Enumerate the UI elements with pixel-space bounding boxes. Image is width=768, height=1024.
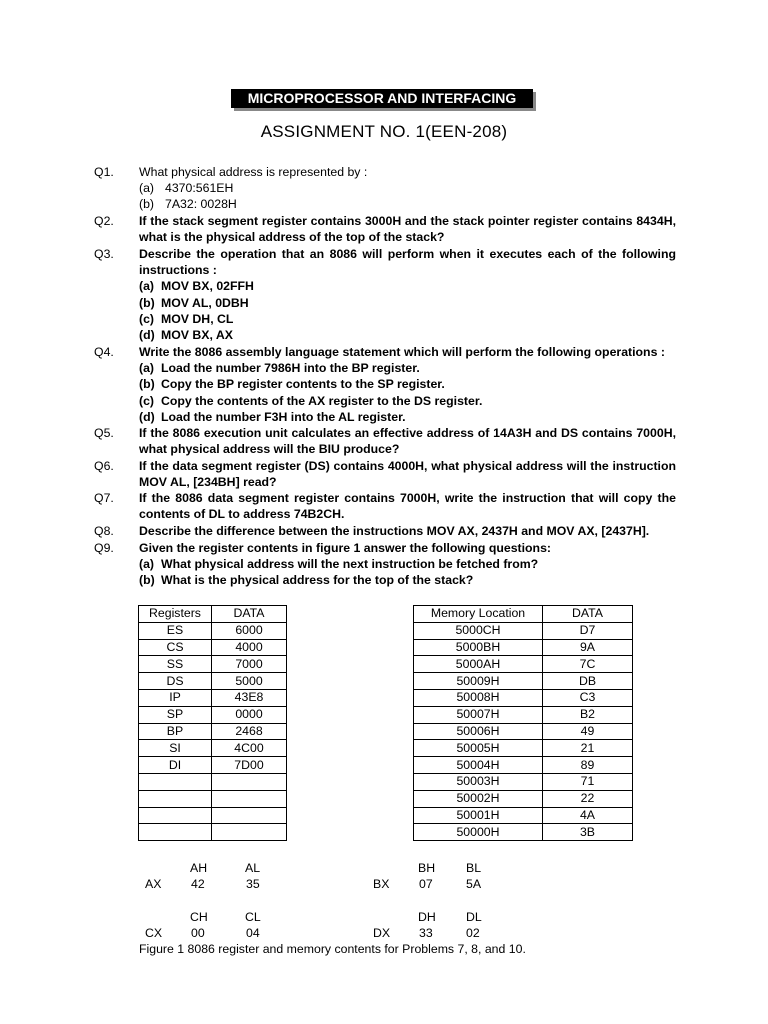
- sub-item: (c) MOV DH, CL: [139, 311, 234, 326]
- table-row: [139, 656, 287, 673]
- register-value: 4C00: [212, 740, 287, 757]
- cl-value: 04: [246, 926, 260, 940]
- table-row: [139, 639, 287, 656]
- sub-item: (c) Copy the contents of the AX register to the DS register.: [139, 393, 483, 408]
- question-q6: [94, 458, 676, 490]
- table-row: [139, 706, 287, 723]
- memory-location: 50002H: [414, 790, 543, 807]
- bl-label: BL: [466, 861, 482, 875]
- sub-item: (b) Copy the BP register contents to the SP register.: [139, 377, 445, 392]
- memory-value: 7C: [543, 656, 633, 673]
- question-number: Q6.: [94, 459, 114, 473]
- ah-value: 42: [191, 877, 205, 891]
- table-row: [139, 757, 287, 774]
- memory-value: 49: [543, 723, 633, 740]
- register-value: 0000: [212, 706, 287, 723]
- table-row: [414, 706, 633, 723]
- sub-item: (d) MOV BX, AX: [139, 328, 233, 343]
- question-q5: [94, 425, 676, 457]
- table-row: [414, 639, 633, 656]
- memory-location: 5000AH: [414, 656, 543, 673]
- table-row: [414, 807, 633, 824]
- memory-value: C3: [543, 689, 633, 706]
- question-number: Q9.: [94, 541, 114, 555]
- table-row: [139, 689, 287, 706]
- memory-location: 50006H: [414, 723, 543, 740]
- question-number: Q4.: [94, 345, 114, 359]
- question-number: Q3.: [94, 247, 114, 261]
- memory-location: 50003H: [414, 773, 543, 790]
- question-number: Q1.: [94, 165, 114, 179]
- memory-value: DB: [543, 673, 633, 690]
- memory-location: 50005H: [414, 740, 543, 757]
- bx-label: BX: [373, 877, 390, 891]
- memory-value: 9A: [543, 639, 633, 656]
- dx-label: DX: [373, 926, 391, 940]
- empty-cell: [139, 807, 212, 824]
- memory-value: 3B: [543, 824, 633, 841]
- table-row: [414, 757, 633, 774]
- bl-value: 5A: [466, 877, 482, 891]
- table-row: [414, 689, 633, 706]
- memory-location: 50009H: [414, 673, 543, 690]
- register-value: 2468: [212, 723, 287, 740]
- register-value: 4000: [212, 639, 287, 656]
- column-header: DATA: [543, 606, 633, 623]
- question-q7: [94, 490, 676, 522]
- ax-label: AX: [145, 877, 162, 891]
- question-number: Q2.: [94, 214, 114, 228]
- register-value: 5000: [212, 673, 287, 690]
- table-row: [139, 790, 287, 807]
- memory-value: D7: [543, 622, 633, 639]
- memory-location: 50008H: [414, 689, 543, 706]
- question-text: Given the register contents in figure 1 answer the following questions:: [139, 541, 552, 555]
- table-row: [139, 673, 287, 690]
- empty-cell: [139, 790, 212, 807]
- question-number: Q5.: [94, 426, 114, 440]
- register-value: 7D00: [212, 757, 287, 774]
- register-table: [138, 605, 287, 841]
- register-name: DS: [139, 673, 212, 690]
- empty-cell: [212, 773, 287, 790]
- ah-label: AH: [190, 861, 208, 875]
- register-name: DI: [139, 757, 212, 774]
- question-text: What physical address is represented by :: [139, 165, 368, 179]
- ch-label: CH: [190, 910, 208, 924]
- dh-value: 33: [419, 926, 433, 940]
- al-value: 35: [246, 877, 260, 891]
- empty-cell: [212, 807, 287, 824]
- dh-label: DH: [418, 910, 436, 924]
- al-label: AL: [245, 861, 261, 875]
- table-row: [139, 723, 287, 740]
- memory-value: 71: [543, 773, 633, 790]
- memory-location: 50001H: [414, 807, 543, 824]
- sub-item: (b) 7A32: 0028H: [139, 197, 237, 212]
- course-banner: MICROPROCESSOR AND INTERFACING: [231, 89, 533, 108]
- question-text: Describe the difference between the instructions MOV AX, 2437H and MOV AX, [2437H].: [139, 524, 650, 538]
- dl-value: 02: [466, 926, 480, 940]
- table-row: [139, 824, 287, 841]
- empty-cell: [212, 790, 287, 807]
- column-header: DATA: [212, 606, 287, 623]
- table-row: [414, 773, 633, 790]
- column-header: Memory Location: [414, 606, 543, 623]
- memory-table: [413, 605, 633, 841]
- question-text: If the stack segment register contains 3000H and the stack pointer register contains 8434H, what is the physical address of the top of the stack?: [139, 214, 676, 245]
- memory-value: B2: [543, 706, 633, 723]
- register-name: IP: [139, 689, 212, 706]
- question-q8: [94, 523, 676, 539]
- memory-value: 89: [543, 757, 633, 774]
- memory-location: 50007H: [414, 706, 543, 723]
- sub-item: (a) Load the number 7986H into the BP register.: [139, 361, 420, 376]
- question-text: If the 8086 data segment register contains 7000H, write the instruction that will copy the contents of DL to address 74B2CH.: [139, 491, 676, 522]
- memory-location: 5000CH: [414, 622, 543, 639]
- register-name: ES: [139, 622, 212, 639]
- question-q9: [94, 540, 676, 589]
- table-row: [414, 824, 633, 841]
- memory-value: 21: [543, 740, 633, 757]
- register-name: SP: [139, 706, 212, 723]
- dl-label: DL: [466, 910, 482, 924]
- bh-label: BH: [418, 861, 436, 875]
- register-name: SI: [139, 740, 212, 757]
- question-text: Describe the operation that an 8086 will perform when it executes each of the following instructions :: [139, 247, 676, 278]
- cx-label: CX: [145, 926, 163, 940]
- register-name: BP: [139, 723, 212, 740]
- sub-item: (a) 4370:561EH: [139, 181, 234, 196]
- table-row: [414, 723, 633, 740]
- question-text: Write the 8086 assembly language statement which will perform the following operations :: [139, 345, 665, 359]
- figure-caption: Figure 1 8086 register and memory contents for Problems 7, 8, and 10.: [139, 942, 526, 956]
- sub-item: (b) What is the physical address for the top of the stack?: [139, 573, 474, 588]
- bh-value: 07: [419, 877, 433, 891]
- table-row: [414, 790, 633, 807]
- question-q4: [94, 344, 676, 425]
- register-value: 7000: [212, 656, 287, 673]
- question-text: If the data segment register (DS) contains 4000H, what physical address will the instruction MOV AL, [234BH] read?: [139, 459, 676, 490]
- empty-cell: [139, 773, 212, 790]
- table-row: [414, 673, 633, 690]
- register-value: 43E8: [212, 689, 287, 706]
- empty-cell: [139, 824, 212, 841]
- table-row: [139, 740, 287, 757]
- memory-location: 50004H: [414, 757, 543, 774]
- sub-item: (a) What physical address will the next instruction be fetched from?: [139, 557, 539, 572]
- sub-item: (a) MOV BX, 02FFH: [139, 279, 254, 294]
- question-q3: [94, 246, 676, 343]
- empty-cell: [212, 824, 287, 841]
- question-number: Q7.: [94, 491, 114, 505]
- cl-label: CL: [245, 910, 261, 924]
- question-text: If the 8086 execution unit calculates an effective address of 14A3H and DS contains 7000H, what physical address will the BIU produce?: [139, 426, 676, 457]
- question-number: Q8.: [94, 524, 114, 538]
- table-row: [414, 740, 633, 757]
- sub-item: (b) MOV AL, 0DBH: [139, 295, 249, 310]
- question-q1: [94, 164, 676, 213]
- table-row: [414, 622, 633, 639]
- table-row: [139, 807, 287, 824]
- question-q2: [94, 213, 676, 245]
- register-name: CS: [139, 639, 212, 656]
- assignment-title: ASSIGNMENT NO. 1(EEN-208): [260, 122, 508, 141]
- column-header: Registers: [139, 606, 212, 623]
- table-row: [139, 773, 287, 790]
- memory-location: 50000H: [414, 824, 543, 841]
- memory-value: 4A: [543, 807, 633, 824]
- memory-value: 22: [543, 790, 633, 807]
- table-row: [414, 656, 633, 673]
- sub-item: (d) Load the number F3H into the AL register.: [139, 409, 406, 424]
- memory-location: 5000BH: [414, 639, 543, 656]
- register-value: 6000: [212, 622, 287, 639]
- table-row: [139, 622, 287, 639]
- register-name: SS: [139, 656, 212, 673]
- ch-value: 00: [191, 926, 205, 940]
